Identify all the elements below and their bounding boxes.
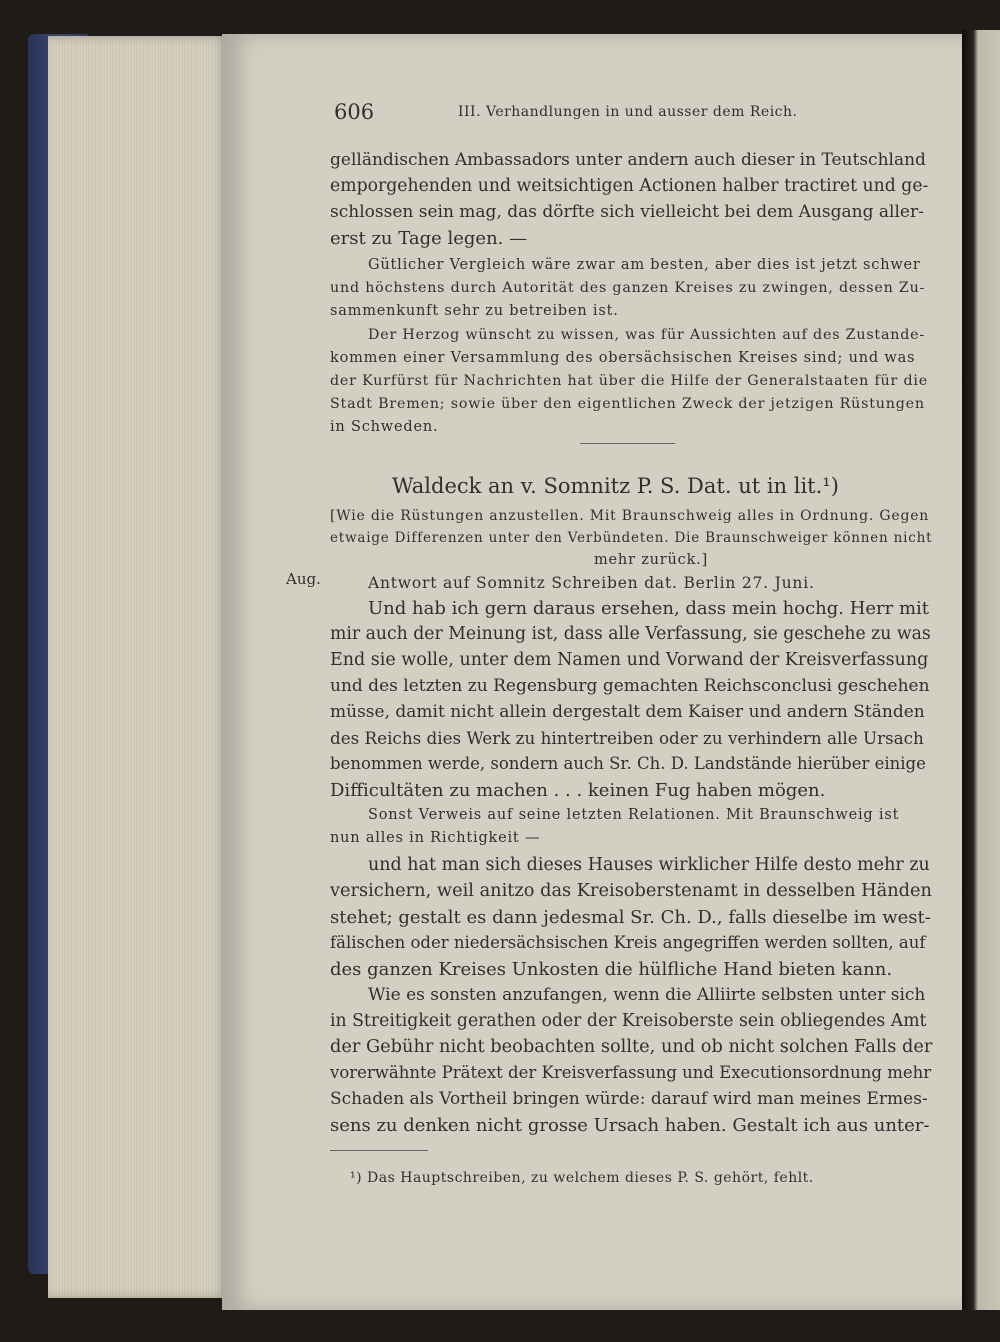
text-line: fälischen oder niedersächsischen Kreis angegriffen werden sollten, auf (330, 933, 926, 952)
text-line: stehet; gestalt es dann jedesmal Sr. Ch. D., falls dieselbe im west- (330, 907, 931, 928)
text-line: der Gebühr nicht beobachten sollte, und ob nicht solchen Falls der (330, 1037, 933, 1057)
summary-line: kommen einer Versammlung des obersächsischen Kreises sind; und was (330, 350, 916, 366)
text-line: erst zu Tage legen. — (330, 228, 528, 249)
page-stack-edge (48, 36, 228, 1298)
footnote-rule (330, 1150, 428, 1151)
text-line: vorerwähnte Prätext der Kreisverfassung und Executionsordnung mehr (330, 1063, 932, 1082)
text-line: und hat man sich dieses Hauses wirklicher Hilfe desto mehr zu (368, 855, 930, 875)
reply-line: Antwort auf Somnitz Schreiben dat. Berlin 27. Juni. (368, 574, 815, 592)
summary-line: Gütlicher Vergleich wäre zwar am besten, aber dies ist jetzt schwer (368, 257, 921, 273)
text-line: Schaden als Vortheil bringen würde: darauf wird man meines Ermes- (330, 1089, 928, 1109)
abstract-line: [Wie die Rüstungen anzustellen. Mit Braunschweig alles in Ordnung. Gegen (330, 508, 930, 524)
text-line: mir auch der Meinung ist, dass alle Verfassung, sie geschehe zu was (330, 624, 931, 644)
footnote: ¹) Das Hauptschreiben, zu welchem dieses P. S. gehört, fehlt. (350, 1170, 814, 1186)
section-divider (580, 443, 675, 444)
summary-line: der Kurfürst für Nachrichten hat über die Hilfe der Generalstaaten für die (330, 373, 928, 389)
text-line: Wie es sonsten anzufangen, wenn die Alliirte selbsten unter sich (368, 985, 926, 1005)
text-line: Und hab ich gern daraus ersehen, dass mein hochg. Herr mit (368, 598, 930, 619)
text-line: und des letzten zu Regensburg gemachten Reichsconclusi geschehen (330, 676, 930, 696)
text-line: des Reichs dies Werk zu hintertreiben oder zu verhindern alle Ursach (330, 728, 924, 748)
section-title: Waldeck an v. Somnitz P. S. Dat. ut in lit.¹) (392, 474, 839, 498)
margin-note: Aug. (286, 570, 321, 588)
text-line: des ganzen Kreises Unkosten die hülfliche Hand bieten kann. (330, 959, 893, 980)
text-line: müsse, damit nicht allein dergestalt dem Kaiser und andern Ständen (330, 702, 925, 722)
facing-page-edge (962, 30, 1000, 1310)
abstract-line: etwaige Differenzen unter den Verbündeten. Die Braunschweiger können nicht (330, 530, 933, 546)
text-line: Difficultäten zu machen . . . keinen Fug haben mögen. (330, 780, 826, 801)
text-line: versichern, weil anitzo das Kreisoberstenamt in desselben Händen (330, 881, 932, 901)
page-number: 606 (334, 100, 375, 124)
text-line: gelländischen Ambassadors unter andern auch dieser in Teutschland (330, 150, 926, 170)
abstract-line: mehr zurück.] (594, 552, 709, 568)
text-line: End sie wolle, unter dem Namen und Vorwand der Kreisverfassung (330, 650, 929, 670)
text-line: benommen werde, sondern auch Sr. Ch. D. Landstände hierüber einige (330, 754, 926, 773)
summary-line: Der Herzog wünscht zu wissen, was für Aussichten auf des Zustande- (368, 327, 925, 343)
text-line: sens zu denken nicht grosse Ursach haben. Gestalt ich aus unter- (330, 1115, 930, 1136)
text-line: in Streitigkeit gerathen oder der Kreisoberste sein obliegendes Amt (330, 1011, 927, 1031)
summary-line: Stadt Bremen; sowie über den eigentlichen Zweck der jetzigen Rüstungen (330, 396, 925, 412)
summary-line: Sonst Verweis auf seine letzten Relationen. Mit Braunschweig ist (368, 807, 900, 823)
summary-line: nun alles in Richtigkeit — (330, 830, 541, 846)
summary-line: sammenkunft sehr zu betreiben ist. (330, 303, 619, 319)
running-head: III. Verhandlungen in und ausser dem Reich. (458, 104, 798, 120)
text-line: schlossen sein mag, das dörfte sich vielleicht bei dem Ausgang aller- (330, 202, 924, 222)
text-line: emporgehenden und weitsichtigen Actionen halber tractiret und ge- (330, 176, 929, 196)
summary-line: und höchstens durch Autorität des ganzen Kreises zu zwingen, dessen Zu- (330, 280, 926, 296)
summary-line: in Schweden. (330, 419, 439, 435)
